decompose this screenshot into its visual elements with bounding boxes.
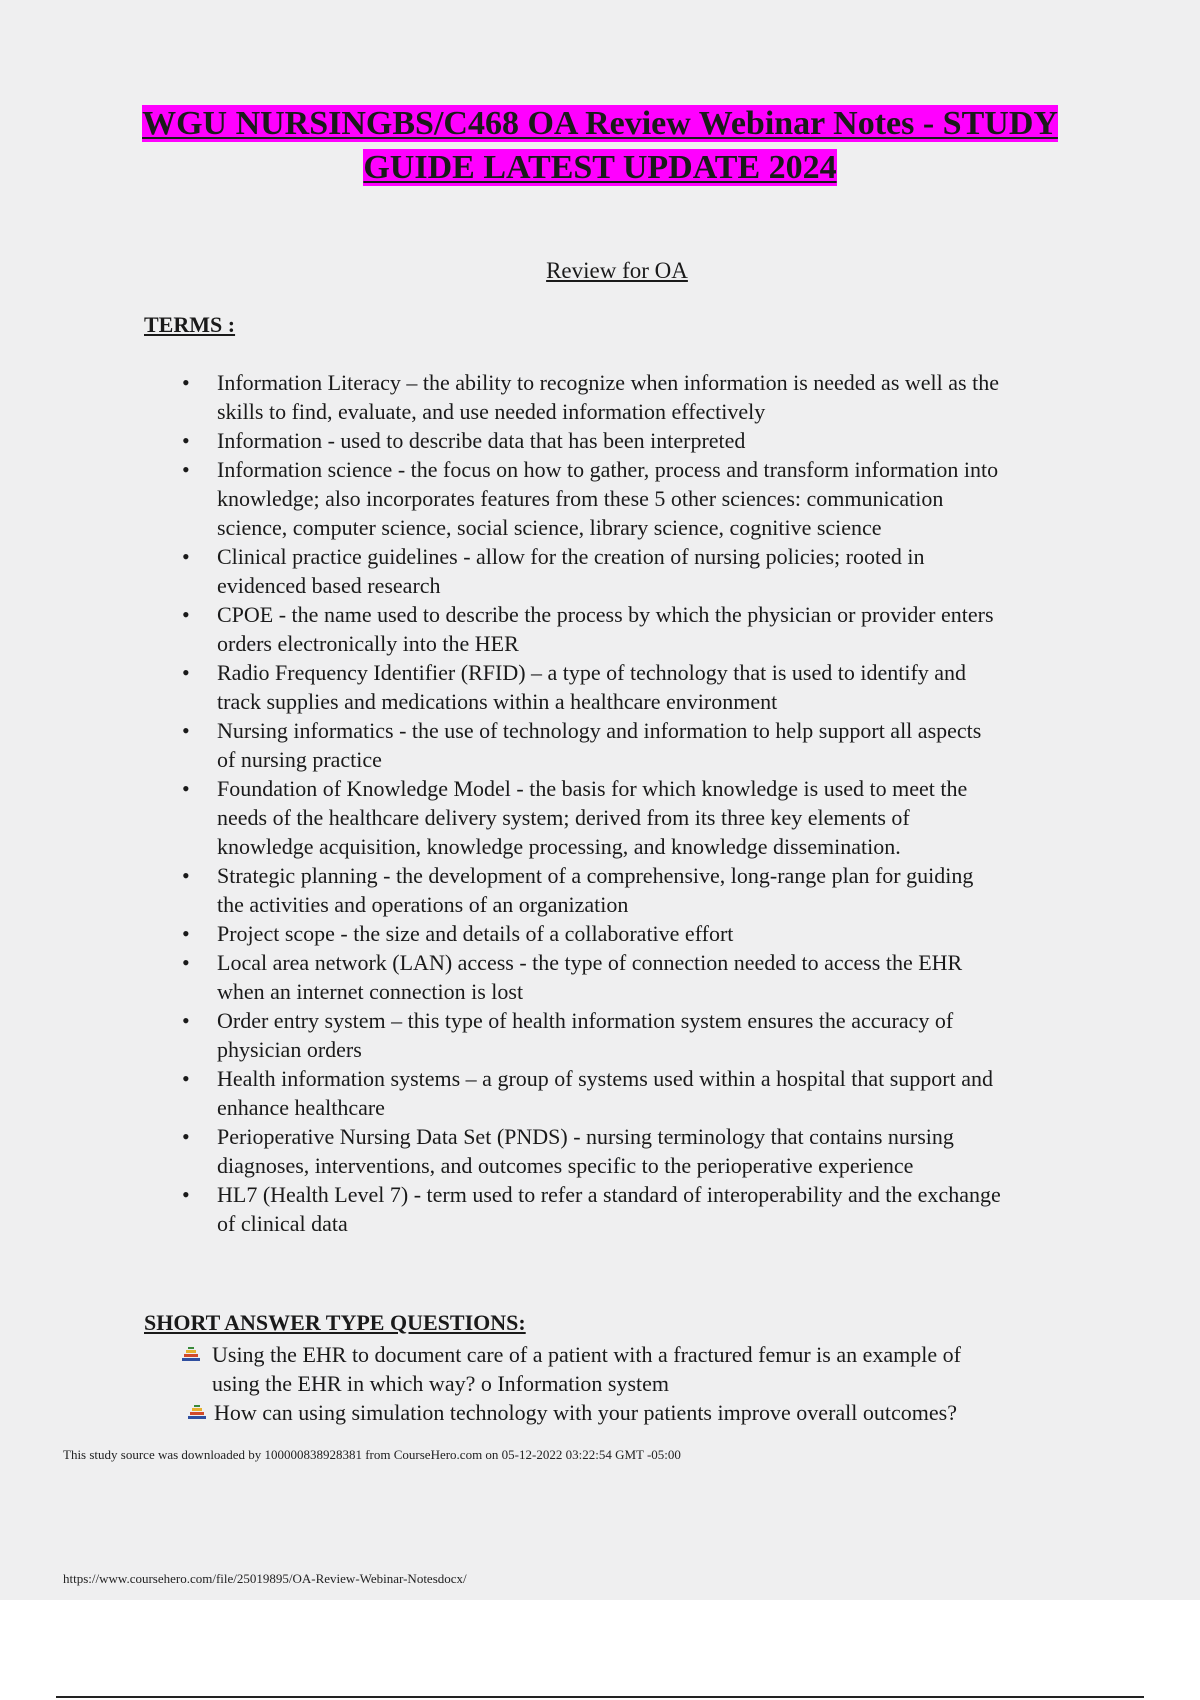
short-answer-line: Using the EHR to document care of a patient with a fractured femur is an example of <box>212 1342 961 1367</box>
term-item <box>0 1064 1200 1122</box>
short-answer-item <box>0 1340 1200 1398</box>
term-line: science, computer science, social science, library science, cognitive science <box>217 515 882 540</box>
term-line: enhance healthcare <box>217 1095 385 1120</box>
document-title-line-2: GUIDE LATEST UPDATE 2024 <box>363 149 837 186</box>
term-line: track supplies and medications within a healthcare environment <box>217 689 778 714</box>
term-line: Information science - the focus on how to gather, process and transform information into <box>217 457 999 482</box>
term-line: physician orders <box>217 1037 362 1062</box>
term-line: Information - used to describe data that has been interpreted <box>217 428 746 453</box>
term-line: the activities and operations of an organization <box>217 892 629 917</box>
book-stack-icon <box>188 1405 206 1419</box>
source-url[interactable]: https://www.coursehero.com/file/25019895/OA-Review-Webinar-Notesdocx/ <box>63 1571 467 1586</box>
book-stack-icon <box>182 1347 200 1361</box>
term-line: when an internet connection is lost <box>217 979 524 1004</box>
term-line: Foundation of Knowledge Model - the basis for which knowledge is used to meet the <box>217 776 968 801</box>
document-title-line-1: WGU NURSINGBS/C468 OA Review Webinar Notes - STUDY <box>142 105 1058 142</box>
short-answer-line: How can using simulation technology with your patients improve overall outcomes? <box>214 1400 957 1425</box>
download-source-note: This study source was downloaded by 100000838928381 from CourseHero.com on 05-12-2022 03:22:54 GMT -05:00 <box>63 1447 681 1462</box>
term-line: knowledge; also incorporates features from these 5 other sciences: communication <box>217 486 944 511</box>
term-item <box>0 368 1200 426</box>
term-item <box>0 774 1200 861</box>
page-divider <box>56 1696 1144 1698</box>
term-item <box>0 948 1200 1006</box>
term-line: diagnoses, interventions, and outcomes specific to the perioperative experience <box>217 1153 914 1178</box>
term-item <box>0 716 1200 774</box>
term-line: Nursing informatics - the use of technology and information to help support all aspects <box>217 718 982 743</box>
short-answer-heading: SHORT ANSWER TYPE QUESTIONS: <box>144 1310 526 1335</box>
review-subtitle: Review for OA <box>546 258 688 283</box>
term-line: Radio Frequency Identifier (RFID) – a type of technology that is used to identify and <box>217 660 967 685</box>
term-line: Perioperative Nursing Data Set (PNDS) - nursing terminology that contains nursing <box>217 1124 954 1149</box>
term-item <box>0 600 1200 658</box>
short-answer-list <box>0 1340 1200 1427</box>
terms-heading: TERMS : <box>144 312 236 337</box>
term-line: orders electronically into the HER <box>217 631 519 656</box>
terms-list <box>0 368 1200 1238</box>
short-answer-line: using the EHR in which way? o Information system <box>212 1371 670 1396</box>
term-line: Project scope - the size and details of a collaborative effort <box>217 921 734 946</box>
term-line: of clinical data <box>217 1211 348 1236</box>
term-line: Order entry system – this type of health information system ensures the accuracy of <box>217 1008 954 1033</box>
short-answer-item <box>0 1398 1200 1427</box>
term-line: evidenced based research <box>217 573 441 598</box>
document-title <box>60 102 1140 190</box>
term-line: HL7 (Health Level 7) - term used to refer a standard of interoperability and the exchange <box>217 1182 1001 1207</box>
term-item <box>0 455 1200 542</box>
term-line: needs of the healthcare delivery system; derived from its three key elements of <box>217 805 910 830</box>
term-item <box>0 658 1200 716</box>
term-item <box>0 1180 1200 1238</box>
term-line: of nursing practice <box>217 747 382 772</box>
term-line: Health information systems – a group of systems used within a hospital that support and <box>217 1066 994 1091</box>
term-item <box>0 1006 1200 1064</box>
term-item <box>0 919 1200 948</box>
term-line: Local area network (LAN) access - the type of connection needed to access the EHR <box>217 950 963 975</box>
term-line: CPOE - the name used to describe the process by which the physician or provider enters <box>217 602 994 627</box>
term-line: skills to find, evaluate, and use needed information effectively <box>217 399 766 424</box>
term-item <box>0 861 1200 919</box>
term-item <box>0 426 1200 455</box>
term-line: knowledge acquisition, knowledge processing, and knowledge dissemination. <box>217 834 901 859</box>
term-line: Clinical practice guidelines - allow for the creation of nursing policies; rooted in <box>217 544 925 569</box>
term-item <box>0 1122 1200 1180</box>
term-line: Strategic planning - the development of a comprehensive, long-range plan for guiding <box>217 863 974 888</box>
term-item <box>0 542 1200 600</box>
term-line: Information Literacy – the ability to recognize when information is needed as well as the <box>217 370 999 395</box>
